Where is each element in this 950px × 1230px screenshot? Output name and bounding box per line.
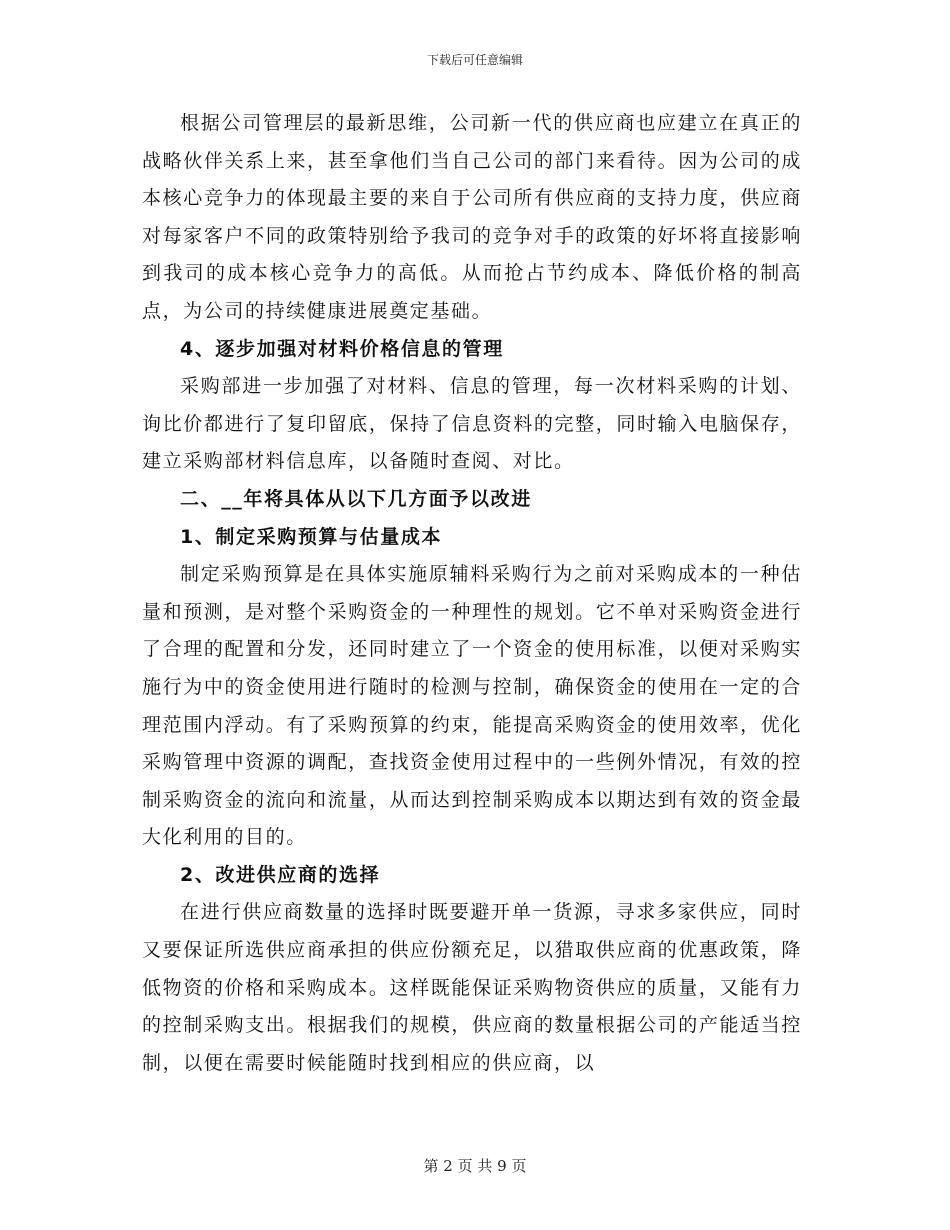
section-heading-improvements: 二、__年将具体从以下几方面予以改进 [180,487,532,510]
paragraph-supplier-selection: 在进行供应商数量的选择时既要避开单一货源，寻求多家供应，同时又要保证所选供应商承担的供应份额充足，以猎取供应商的优惠政策，降低物资的价格和采购成本。这样既能保证采购物资供应的质量，又能有力的控制采购支出。根据我们的规模，供应商的数量根据公司的产能适当控制，以便在需要时候能随时找到相应的供应商，以 [142,901,802,1074]
document-body [142,105,802,1082]
heading-procurement-budget: 1、制定采购预算与估量成本 [180,525,443,548]
paragraph-supplier-partnership: 根据公司管理层的最新思维，公司新一代的供应商也应建立在真正的战略伙伴关系上来，甚至拿他们当自己公司的部门来看待。因为公司的成本核心竞争力的体现最主要的来自于公司所有供应商的支持力度，供应商对每家客户不同的政策特别给予我司的竞争对手的政策的好坏将直接影响到我司的成本核心竞争力的高低。从而抢占节约成本、降低价格的制高点，为公司的持续健康进展奠定基础。 [142,112,802,322]
page-number-footer: 第 2 页 共 9 页 [423,1157,527,1175]
paragraph-procurement-budget: 制定采购预算是在具体实施原辅料采购行为之前对采购成本的一种估量和预测，是对整个采购资金的一种理性的规划。它不单对采购资金进行了合理的配置和分发，还同时建立了一个资金的使用标准，以便对采购实施行为中的资金使用进行随时的检测与控制，确保资金的使用在一定的合理范围内浮动。有了采购预算的约束，能提高采购资金的使用效率，优化采购管理中资源的调配，查找资金使用过程中的一些例外情况，有效的控制采购资金的流向和流量，从而达到控制采购成本以期达到有效的资金最大化利用的目的。 [142,563,802,849]
page-header: 下载后可任意编辑 [426,53,523,67]
heading-material-price-info: 4、逐步加强对材料价格信息的管理 [180,337,504,360]
heading-supplier-selection: 2、改进供应商的选择 [180,863,381,886]
paragraph-material-info-management: 采购部进一步加强了对材料、信息的管理，每一次材料采购的计划、询比价都进行了复印留底，保持了信息资料的完整，同时输入电脑保存，建立采购部材料信息库，以备随时查阅、对比。 [142,375,802,473]
